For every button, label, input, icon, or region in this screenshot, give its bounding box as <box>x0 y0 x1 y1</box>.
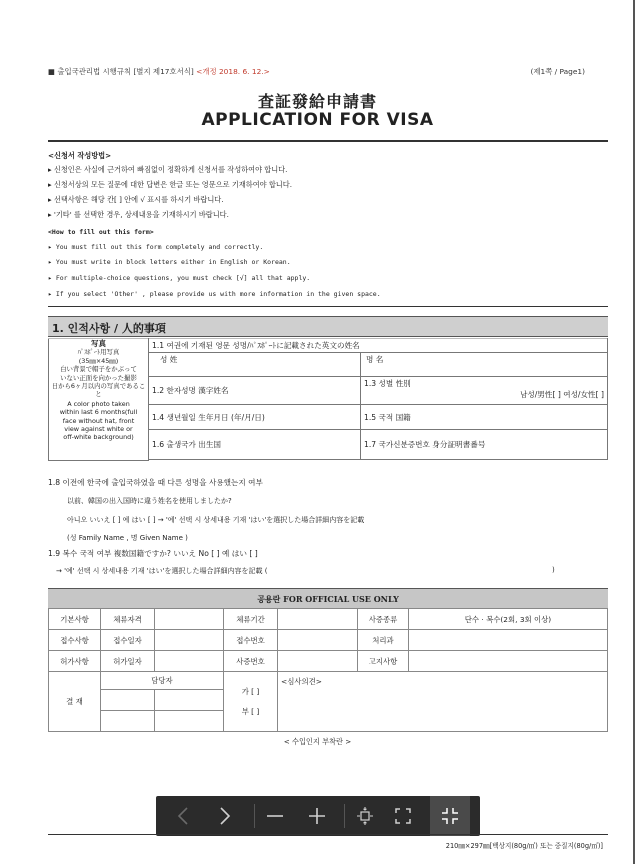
guide-ko-item: ▸ 신청인은 사실에 근거하여 빠짐없이 정확하게 신청서를 작성하여야 합니다. <box>48 165 288 174</box>
field-1-5[interactable]: 1.5 국적 国籍 <box>361 405 608 430</box>
surname-field[interactable] <box>149 353 361 377</box>
given-name-label: 명 名 <box>366 355 384 364</box>
decision-bu[interactable]: 부 [ ] <box>241 706 260 716</box>
photo-title: 写真 <box>91 339 106 348</box>
official-cell: 접수번호 <box>224 630 278 651</box>
guide-ko-heading: <신청서 작성방법> <box>48 151 112 160</box>
official-cell: 체류자격 <box>101 609 155 630</box>
review-opinion[interactable]: <심사의견> <box>278 672 608 732</box>
minus-icon <box>266 803 284 828</box>
fullscreen-button[interactable] <box>388 796 418 836</box>
field-1-8-options[interactable]: 아니오 いいえ [ ] 예 はい [ ] → '예' 선택 시 상세내용 기재 'はい'を選択した場合詳細内容を記載 <box>67 516 365 524</box>
official-cell[interactable] <box>409 651 608 672</box>
field-1-9-detail[interactable]: → '예' 선택 시 상세내용 기재 'はい'を選択した場合詳細内容を記載 ( <box>56 567 268 575</box>
gender-label: 1.3 성별 性別 <box>364 379 411 388</box>
official-cell: 접수사항 <box>49 630 101 651</box>
official-use-table <box>48 608 608 732</box>
decision-ga[interactable]: 가 [ ] <box>241 686 260 696</box>
table-spacer <box>149 460 361 461</box>
approval-label: 결 재 <box>49 672 101 732</box>
field-1-4[interactable]: 1.4 생년월일 生年月日 (年/月/日) <box>149 405 361 430</box>
official-cell: 단수 · 복수(2회, 3회 이상) <box>409 609 608 630</box>
form-reference <box>48 66 270 77</box>
given-name-field[interactable] <box>361 353 608 377</box>
collapse-icon <box>441 803 459 828</box>
guide-en-item: ▸ For multiple-choice questions, you must check [√] all that apply. <box>48 274 311 282</box>
plus-icon <box>308 803 326 828</box>
official-cell: 접수일자 <box>101 630 155 651</box>
official-cell: 허가사항 <box>49 651 101 672</box>
title-divider <box>48 140 608 142</box>
revenue-stamp-area: < 수입인지 부착란 > <box>283 737 352 746</box>
guide-en-item: ▸ You must write in block letters either in English or Korean. <box>48 258 291 266</box>
field-1-3[interactable] <box>361 377 608 405</box>
photo-instruction-en: A color photo taken within last 6 months(full face without hat, front view against white or off-white background) <box>59 399 138 442</box>
exit-fullscreen-button[interactable] <box>430 796 470 836</box>
table-spacer <box>361 460 608 461</box>
gender-options[interactable]: 남성/男性[ ] 여성/女性[ ] <box>520 390 604 399</box>
official-cell[interactable] <box>155 651 224 672</box>
field-1-8-names[interactable]: (성 Family Name , 명 Given Name ) <box>67 534 188 542</box>
guide-ko-item: ▸ '기타' 를 선택한 경우, 상세내용을 기재하시기 바랍니다. <box>48 210 229 219</box>
official-cell[interactable] <box>278 609 358 630</box>
section-1-header <box>48 316 608 337</box>
official-cell[interactable] <box>278 630 358 651</box>
toolbar-divider <box>344 804 345 828</box>
fit-page-icon <box>356 803 374 828</box>
toolbar-divider <box>254 804 255 828</box>
official-cell: 사증종류 <box>358 609 409 630</box>
official-cell[interactable] <box>409 630 608 651</box>
field-1-9-question[interactable]: 1.9 복수 국적 여부 複数国籍ですか? いいえ No [ ] 예 はい [ ] <box>48 549 258 558</box>
fit-page-button[interactable] <box>350 796 380 836</box>
title-korean: 査証發給申請書 <box>257 92 377 111</box>
photo-box[interactable] <box>49 339 149 461</box>
official-cell[interactable] <box>155 630 224 651</box>
field-1-8-jp: 以前、韓国の出入国時に違う姓名を使用しましたか? <box>67 497 232 505</box>
field-1-6[interactable]: 1.6 출생국가 出生国 <box>149 430 361 460</box>
expand-icon <box>394 803 412 828</box>
surname-label: 성 姓 <box>160 355 178 364</box>
field-1-2[interactable]: 1.2 한자성명 漢字姓名 <box>149 377 361 405</box>
previous-page-button[interactable] <box>168 796 198 836</box>
field-1-1-label: 1.1 여권에 기재된 영문 성명/ﾊﾟｽﾎﾟｰﾄに記載された英文の姓名 <box>149 339 608 353</box>
official-use-header: 공용란 FOR OFFICIAL USE ONLY <box>48 588 608 608</box>
official-cell: 체류기간 <box>224 609 278 630</box>
signature-cell[interactable] <box>155 690 224 711</box>
official-cell: 사증번호 <box>224 651 278 672</box>
field-1-7[interactable]: 1.7 국가신분증번호 身分証明書番号 <box>361 430 608 460</box>
revision-date: <개정 2018. 6. 12.> <box>196 67 270 76</box>
field-1-8-question: 1.8 이전에 한국에 출입국하였을 때 다른 성명을 사용했는지 여부 <box>48 478 263 487</box>
signature-cell[interactable] <box>101 690 155 711</box>
signature-cell[interactable] <box>155 711 224 732</box>
field-1-9-close: ) <box>552 566 555 574</box>
chevron-left-icon <box>177 803 189 828</box>
chevron-right-icon <box>219 803 231 828</box>
zoom-out-button[interactable] <box>260 796 290 836</box>
next-page-button[interactable] <box>210 796 240 836</box>
charge-label: 담당자 <box>101 672 224 690</box>
official-cell: 허가일자 <box>101 651 155 672</box>
guide-en-item: ▸ You must fill out this form completely and correctly. <box>48 243 264 251</box>
section-1-title: 1. 인적사항 / 人的事項 <box>52 322 166 335</box>
guide-en-heading: <How to fill out this form> <box>48 228 154 236</box>
personal-info-table <box>48 338 608 461</box>
official-cell[interactable] <box>278 651 358 672</box>
official-cell: 기본사항 <box>49 609 101 630</box>
form-law-reference: ■ 출입국관리법 시행규칙 [별지 제17호서식] <box>48 67 197 76</box>
official-cell[interactable] <box>155 609 224 630</box>
official-cell: 처리과 <box>358 630 409 651</box>
page-number: (제1쪽 / Page1) <box>530 67 585 76</box>
signature-cell[interactable] <box>101 711 155 732</box>
paper-spec: 210㎜×297㎜[백상지(80g/㎡) 또는 중질지(80g/㎡)] <box>445 842 603 850</box>
zoom-in-button[interactable] <box>302 796 332 836</box>
photo-instruction-jp: ﾊﾟｽﾎﾟｰﾄ用写真 (35㎜×45㎜) 白い背景で帽子をかぶって いない正面を向かった撮影 日から6ヶ月以内の写真であること <box>51 348 146 399</box>
title-english: APPLICATION FOR VISA <box>201 110 434 130</box>
footer-divider <box>48 834 608 835</box>
pdf-viewer-toolbar <box>156 796 480 836</box>
guide-en-item: ▸ If you select 'Other' , please provide us with more information in the given space. <box>48 290 381 298</box>
decision-cell[interactable] <box>224 672 278 732</box>
official-cell: 고지사항 <box>358 651 409 672</box>
guide-divider <box>48 306 608 307</box>
guide-ko-item: ▸ 신청서상의 모든 질문에 대한 답변은 한글 또는 영문으로 기재하여야 합니다. <box>48 180 292 189</box>
guide-ko-item: ▸ 선택사항은 해당 칸[ ] 안에 √ 표시를 하시기 바랍니다. <box>48 195 224 204</box>
